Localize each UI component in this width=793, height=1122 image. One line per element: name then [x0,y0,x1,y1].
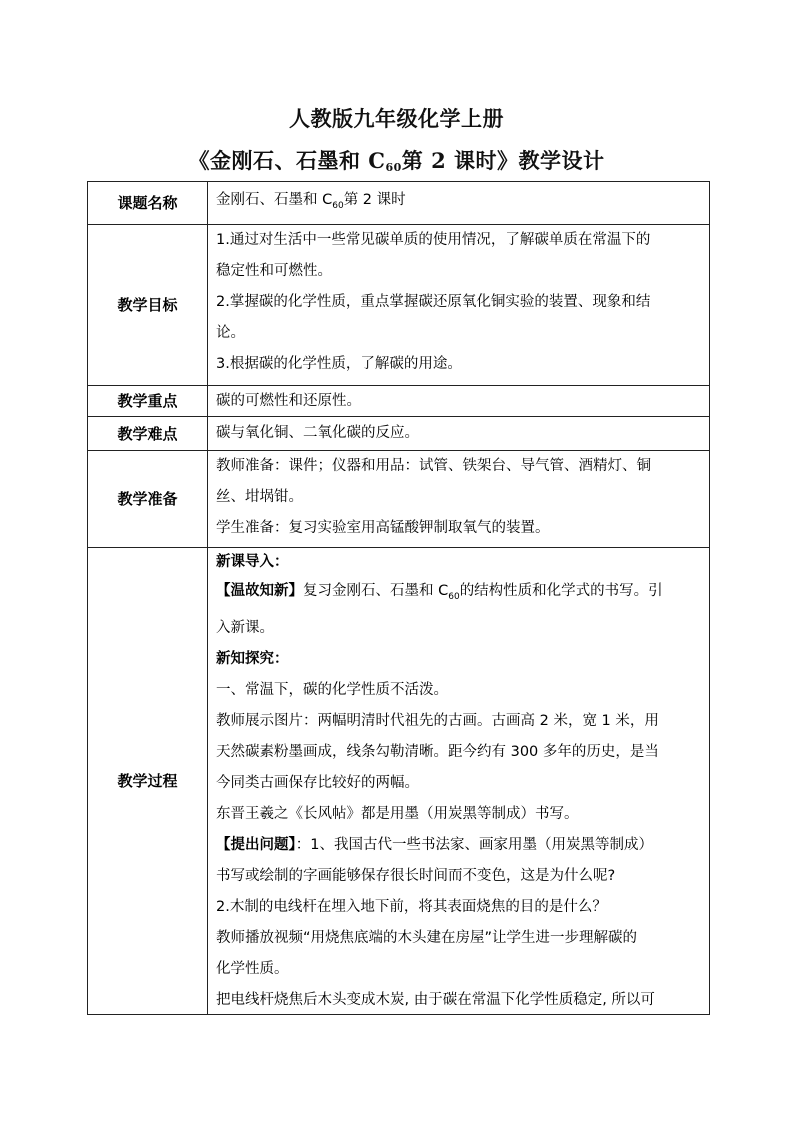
table-row-difficulties [88,416,710,450]
row-content-key-points: 碳的可燃性和还原性。 [208,385,710,416]
objective-line: 3.根据碳的化学性质，了解碳的用途。 [216,355,462,372]
row-label-difficulties: 教学难点 [88,416,208,450]
row-content-objectives [208,224,710,385]
objective-line: 论。 [216,324,245,341]
row-label-objectives: 教学目标 [88,224,208,385]
row-content-preparation: 教师准备：课件；仪器和用品：试管、铁架台、导气管、酒精灯、铜 丝、坩埚钳。 学生准备：复习实验室用高锰酸钾制取氧气的装置。 [208,450,710,547]
row-label-topic: 课题名称 [88,182,208,225]
section-heading: 新知探究： [216,650,289,667]
objective-line: 稳定性和可燃性。 [216,262,332,279]
document-subtitle: 《金刚石、石墨和 $C_{60}$第 2 课时》教学设计 [188,148,605,174]
lesson-plan-table [87,181,710,1015]
table-row-preparation [88,450,710,547]
table-row-process [88,547,710,1014]
row-label-key-points: 教学重点 [88,385,208,416]
table-row-objectives [88,224,710,385]
document-title: 人教版九年级化学上册 [289,106,504,131]
section-heading: 新课导入： [216,553,289,570]
objective-line: 2.掌握碳的化学性质，重点掌握碳还原氧化铜实验的装置、现象和结 [216,293,651,310]
row-label-process: 教学过程 [88,547,208,1014]
row-label-preparation: 教学准备 [88,450,208,547]
objective-line: 1.通过对生活中一些常见碳单质的使用情况，了解碳单质在常温下的 [216,231,651,248]
row-content-process: 新课导入： 【温故知新】复习金刚石、石墨和 $C_{60}$的结构性质和化学式的书写。引 入新课。 新知探究： 一、常温下，碳的化学性质不活泼。 教师展示图片：两幅明清时代祖先的古画。古画高 2 米，宽 1 米，用 天然碳素粉墨画成，线条勾勒清晰。距今约有 300 多年的历史，是当 今同类古画保存比较好的两幅。 东晋王羲之《长风帖》都是用墨（用炭黑等制成）书写。 【提出问题】：1、我国古代一些书法家、画家用墨（用炭黑等制成） 书写或绘制的字画能够保存很长时间而不变色，这是为什么呢? 2.木制的电线杆在埋入地下前，将其表面烧焦的目的是什么？ 教师播放视频“用烧焦底端的木头建在房屋”让学生进一步理解碳的 化学性质。 把电线杆烧焦后木头变成木炭, 由于碳在常温下化学性质稳定, 所以可 [208,547,710,1014]
table-row-key-points [88,385,710,416]
row-content-difficulties: 碳与氧化铜、二氧化碳的反应。 [208,416,710,450]
table-row-topic [88,182,710,225]
row-content-topic: 金刚石、石墨和 $C_{60}$第 2 课时 [208,182,710,225]
